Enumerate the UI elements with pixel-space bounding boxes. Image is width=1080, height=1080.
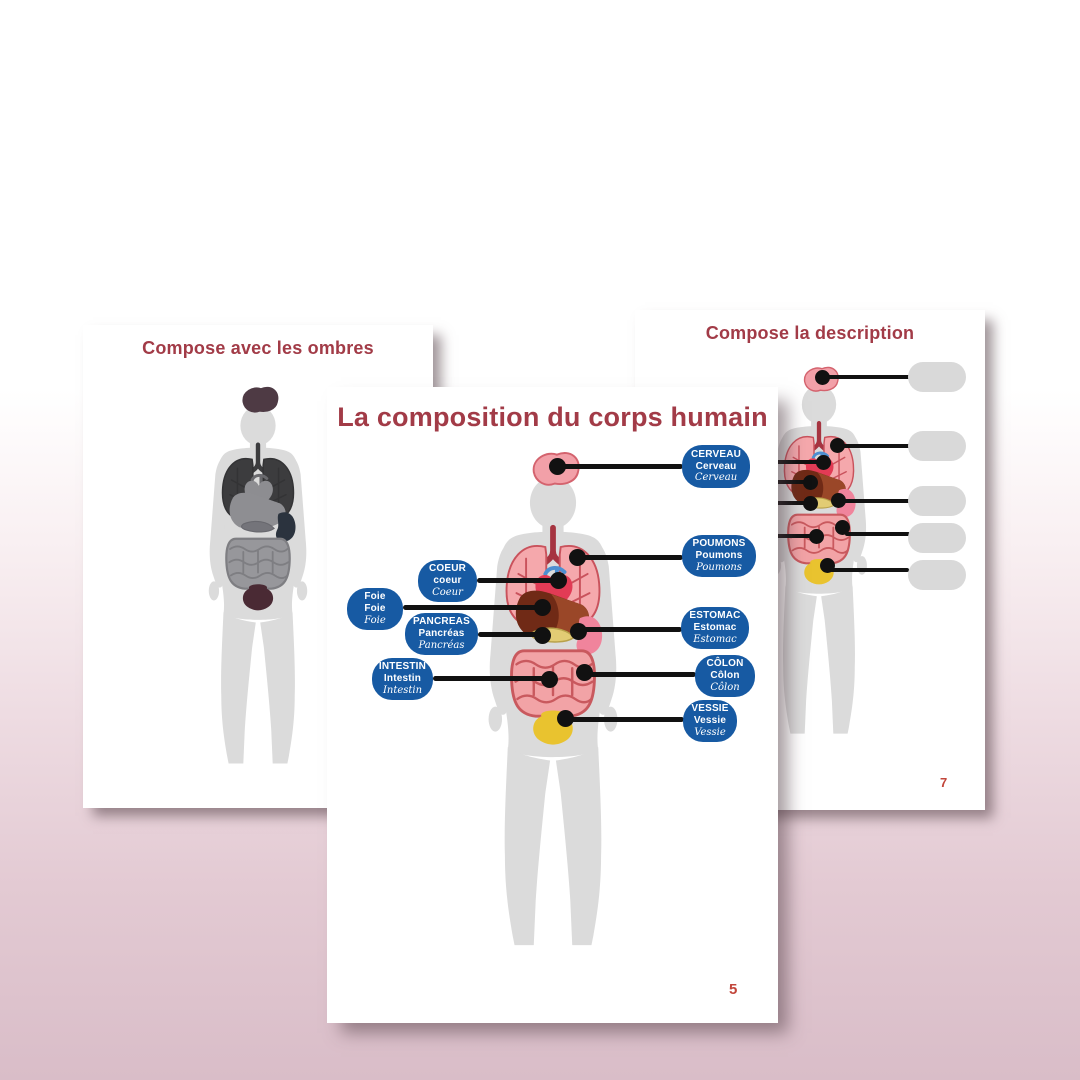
shadow-body-figure — [183, 383, 333, 765]
label-line2: Pancréas — [418, 628, 465, 640]
organ-label-foie — [347, 588, 403, 630]
connector-line — [586, 672, 696, 677]
label-line1: PANCREAS — [413, 616, 470, 628]
connector-dot-brain — [815, 370, 830, 385]
composition-body-figure — [455, 447, 651, 947]
label-line3: Vessie — [694, 726, 726, 738]
answer-blank — [908, 362, 966, 392]
connector-dot-intestine — [541, 671, 558, 688]
connector-dot-lungs — [830, 438, 845, 453]
label-line2: Estomac — [693, 622, 737, 634]
label-line1: INTESTIN — [378, 661, 427, 673]
label-line1: CÔLON — [706, 658, 744, 670]
organ-label-cerveau — [682, 445, 750, 488]
connector-line — [403, 605, 543, 610]
label-line2: Côlon — [710, 670, 740, 682]
label-line2: Foie — [364, 603, 386, 615]
connector-line — [579, 555, 683, 560]
label-line1: POUMONS — [692, 538, 746, 550]
connector-dot-colon — [576, 664, 593, 681]
connector-line — [580, 627, 682, 632]
connector-dot-liver — [803, 475, 818, 490]
center-page-title: La composition du corps humain — [337, 402, 768, 432]
label-line1: ESTOMAC — [689, 610, 741, 622]
connector-dot-pancreas — [534, 627, 551, 644]
label-line2: coeur — [433, 575, 462, 587]
human-body-figure — [455, 447, 651, 947]
connector-dot-intestine — [809, 529, 824, 544]
label-line3: Côlon — [710, 681, 740, 693]
connector-dot-stomach — [570, 623, 587, 640]
organ-label-poumons — [682, 535, 756, 577]
answer-blank — [908, 560, 966, 590]
label-line1: Foie — [364, 591, 386, 603]
connector-dot-heart — [550, 572, 567, 589]
label-line2: Poumons — [695, 550, 743, 562]
label-line3: Coeur — [432, 586, 463, 598]
connector-line — [841, 499, 910, 503]
connector-line — [433, 676, 550, 681]
connector-line — [830, 568, 909, 572]
organ-label-intestin — [372, 658, 433, 700]
connector-dot-lungs — [569, 549, 586, 566]
label-line1: CERVEAU — [690, 448, 742, 460]
label-line2: Vessie — [693, 715, 727, 727]
answer-blank — [908, 431, 966, 461]
label-line2: Cerveau — [695, 460, 737, 472]
connector-dot-brain — [549, 458, 566, 475]
organ-label-pancreas — [405, 613, 478, 655]
right-page-title: Compose la description — [705, 323, 915, 343]
left-page-title: Compose avec les ombres — [142, 338, 374, 358]
label-line1: VESSIE — [691, 703, 729, 715]
organ-label-vessie — [683, 700, 737, 742]
page-number: 5 — [729, 981, 738, 998]
page-number: 7 — [940, 775, 948, 790]
label-line3: Cerveau — [694, 472, 738, 484]
connector-line — [840, 444, 910, 448]
label-line1: COEUR — [428, 563, 467, 575]
connector-dot-bladder — [820, 558, 835, 573]
connector-line — [559, 464, 683, 469]
connector-line — [825, 375, 910, 379]
human-body-figure — [183, 383, 333, 765]
label-line3: Pancréas — [418, 639, 465, 651]
connector-dot-heart — [816, 455, 831, 470]
organ-label-estomac — [681, 607, 749, 649]
connector-dot-bladder — [557, 710, 574, 727]
connector-dot-stomach — [831, 493, 846, 508]
label-line3: Intestin — [382, 684, 423, 696]
connector-line — [567, 717, 684, 722]
organ-label-coeur — [418, 560, 477, 602]
connector-dot-colon — [835, 520, 850, 535]
organ-label-colon — [695, 655, 755, 697]
label-line3: Foie — [364, 614, 386, 626]
connector-dot-liver — [534, 599, 551, 616]
answer-blank — [908, 486, 966, 516]
label-line3: Estomac — [693, 633, 737, 645]
worksheet-page-composition — [327, 387, 778, 1023]
label-line2: Intestin — [383, 673, 422, 685]
connector-line — [845, 532, 910, 536]
answer-blank — [908, 523, 966, 553]
label-line3: Poumons — [696, 561, 742, 573]
connector-line — [477, 578, 559, 583]
connector-dot-pancreas — [803, 496, 818, 511]
